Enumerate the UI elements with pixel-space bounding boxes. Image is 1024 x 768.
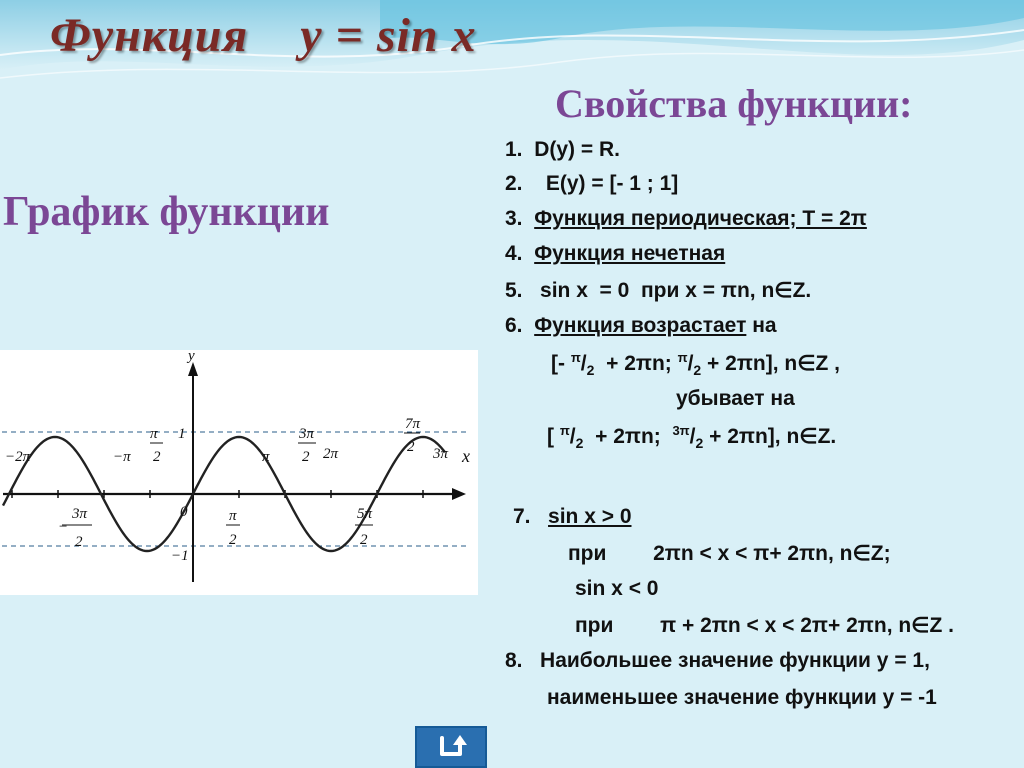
label-minus-3pi-half-num: 3π [72,506,88,522]
label-5pi-half-num: 5π [357,506,373,522]
property-5: 5. sin x = 0 при x = πn, n∈Z. [505,279,812,302]
x-axis-label: x [462,446,470,466]
label-pi: π [262,449,270,465]
property-4: 4. Функция нечетная [505,242,726,265]
property-6: 6. Функция возрастает на [505,314,777,337]
label-pi-half-num: π [229,508,237,524]
label-7pi-half-den: 2 [407,439,415,455]
label-zero: 0 [180,504,188,520]
property-3: 3. Функция периодическая; Т = 2π [505,207,867,230]
page-title: Функция y = sin x [50,9,477,62]
label-minus-sign: − [58,519,69,535]
label-minus-one: −1 [171,548,189,564]
x-axis-arrow [452,488,466,500]
label-pi-half-den: 2 [229,532,237,548]
properties-list [505,130,1024,720]
back-button[interactable] [415,726,487,768]
label-one: 1 [178,426,186,442]
label-2pi: 2π [323,446,339,462]
property-7-positive-interval: при 2πn < x < π+ 2πn, n∈Z; [568,542,891,565]
label-minus-pi-half-num: π [150,426,158,442]
property-7-negative: sin x < 0 [575,577,659,600]
label-3pi-half-num: 3π [299,426,315,442]
label-5pi-half-den: 2 [360,532,368,548]
label-minus-pi-half-den: 2 [153,449,161,465]
label-7pi-half-num: 7π [405,416,421,432]
property-6-decrease-label: убывает на [676,387,795,410]
property-8-min: наименьшее значение функции y = -1 [547,686,937,709]
label-minus-pi: −π [113,449,131,465]
label-minus-3pi-half-den: 2 [75,534,83,550]
property-7-negative-interval: при π + 2πn < x < 2π+ 2πn, n∈Z . [575,614,954,637]
label-3pi-half-den: 2 [302,449,310,465]
property-7: 7. sin x > 0 [513,505,632,528]
graph-heading: График функции [3,189,330,235]
property-2: 2. E(y) = [- 1 ; 1] [505,172,679,195]
y-axis-label: y [188,350,195,364]
y-axis-arrow [188,362,198,376]
back-arrow-icon [434,732,468,762]
property-6-increase-interval: [- $^\pi/_2 + 2\pi n$; $^\pi/_2 + 2\pi n$], n∈Z , [551,350,840,378]
property-8-max: 8. Наибольшее значение функции y = 1, [505,649,930,672]
properties-heading: Свойства функции: [555,81,913,126]
property-6-decrease-interval: [ $^\pi/_2 + 2\pi n$; $^{3\pi}/_2 + 2\pi n$], n∈Z. [547,423,837,451]
label-3pi: 3π [433,446,449,462]
sine-graph [0,350,478,595]
label-minus-2pi: −2π [5,449,31,465]
property-1: 1. D(y) = R. [505,138,620,161]
